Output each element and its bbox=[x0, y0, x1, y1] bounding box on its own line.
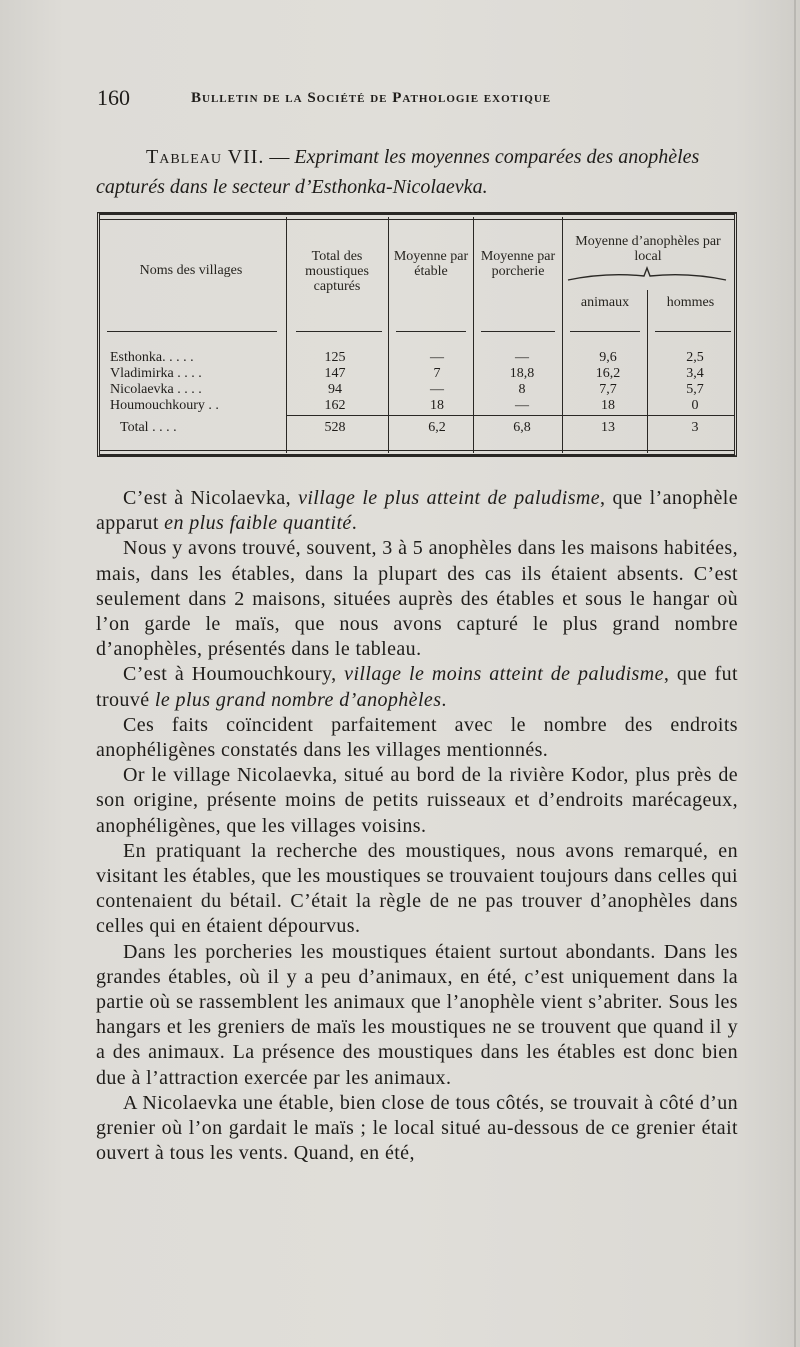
cell-animaux: 9,6 bbox=[599, 350, 617, 365]
cell-porcherie: 8 bbox=[518, 382, 526, 397]
cell-porcherie: 18,8 bbox=[509, 366, 535, 381]
table-row bbox=[110, 398, 730, 414]
emphasis: village le moins atteint de paludisme bbox=[344, 663, 664, 686]
cell-etable: 7 bbox=[433, 366, 441, 381]
table-rule bbox=[100, 450, 734, 451]
col-header-etable: Moyenne par étable bbox=[393, 249, 469, 279]
text-run: , que fut trouvé bbox=[96, 663, 738, 711]
paragraph: A Nicolaevka une étable, bien close de tous côtés, se trouvait à côté d’un grenier où l’on gardait le maïs ; le local situé au-dessous de ce grenier était ouvert à tous les vents. Quand, en été, bbox=[96, 1091, 738, 1165]
cell-total: 125 bbox=[324, 350, 346, 365]
cell-total: 94 bbox=[328, 382, 342, 397]
header-rule bbox=[481, 331, 555, 332]
paragraph bbox=[96, 486, 738, 536]
col-header-total: Total des moustiques capturés bbox=[305, 249, 369, 294]
cell-porcherie: — bbox=[515, 350, 529, 365]
cell-hommes: 5,7 bbox=[686, 382, 704, 397]
cell-porcherie: 6,8 bbox=[513, 420, 531, 435]
cell-porcherie: — bbox=[515, 398, 529, 413]
text-run: , que l’anophèle apparut bbox=[96, 487, 738, 535]
cell-hommes: 2,5 bbox=[686, 350, 704, 365]
page-edge bbox=[794, 0, 796, 1347]
paragraph: Or le village Nicolaevka, situé au bord de la rivière Kodor, plus près de son origine, présente moins de petits ruisseaux et d’endroits marécageux, anophéligènes, que les villages voisins. bbox=[96, 764, 738, 837]
page-number: 160 bbox=[97, 85, 130, 110]
cell-animaux: 18 bbox=[601, 398, 615, 413]
col-header-local: Moyenne d’anophèles par local bbox=[575, 234, 721, 264]
emphasis: le plus grand nombre d’anophèles bbox=[154, 688, 442, 711]
table-caption bbox=[96, 142, 746, 202]
table-row bbox=[110, 350, 730, 366]
column-divider bbox=[286, 217, 287, 453]
cell-etable: — bbox=[430, 350, 444, 365]
caption-dash: — bbox=[269, 146, 290, 168]
cell-total: 162 bbox=[324, 398, 346, 413]
header-rule bbox=[570, 331, 640, 332]
emphasis: village le plus atteint de paludisme bbox=[298, 487, 601, 509]
paragraph: Dans les porcheries les moustiques étaient surtout abondants. Dans les grandes étables, où il y a peu d’animaux, en été, c’est uniquement dans la partie où se rassemblent les animaux que l’anophèle vient s’abriter. Sous les hangars et les greniers de maïs les moustiques ne se trouvent que quand il y a des animaux. La présence des moustiques dans les étables est donc bien due à l’attraction exercée par les animaux. bbox=[96, 940, 738, 1089]
cell-total: 528 bbox=[324, 420, 346, 435]
header-rule bbox=[107, 331, 277, 332]
village-name: Nicolaevka . . . . bbox=[110, 382, 202, 397]
table-row bbox=[110, 366, 730, 382]
village-name: Esthonka. . . . . bbox=[110, 350, 194, 365]
total-label: Total . . . . bbox=[120, 420, 177, 435]
body-text bbox=[96, 486, 738, 1166]
col-header-hommes: hommes bbox=[666, 295, 715, 310]
col-header-porcherie: Moyenne par porcherie bbox=[480, 249, 556, 279]
cell-total: 147 bbox=[324, 366, 346, 381]
col-header-villages: Noms des villages bbox=[139, 263, 243, 278]
journal-title: Bulletin de la Société de Pathologie exotique bbox=[191, 90, 552, 106]
village-name: Vladimirka . . . . bbox=[110, 366, 202, 381]
cell-hommes: 3,4 bbox=[686, 366, 704, 381]
cell-etable: — bbox=[430, 382, 444, 397]
emphasis: en plus faible quantité bbox=[164, 512, 352, 535]
cell-animaux: 16,2 bbox=[595, 366, 621, 381]
cell-animaux: 13 bbox=[601, 420, 615, 435]
text-run: . bbox=[441, 688, 447, 711]
caption-title: Exprimant les moyennes comparées des anophèles capturés dans le secteur d’Esthonka-Nicolaevka. bbox=[96, 146, 700, 198]
paragraph: Ces faits coïncident parfaitement avec le nombre des endroits anophéligènes constatés dans les villages mentionnés. bbox=[96, 713, 738, 762]
village-name: Houmouchkoury . . bbox=[110, 398, 219, 413]
total-rule bbox=[286, 415, 734, 416]
text-run: C’est à Houmouchkoury, bbox=[123, 663, 345, 686]
paragraph: En pratiquant la recherche des moustiques, nous avons remarqué, en visitant les étables, que les moustiques se trouvaient toujours dans celles qui contenaient du bétail. C’était la règle de ne pas trouver d’anophèles dans celles qui en étaient dépourvus. bbox=[96, 839, 738, 938]
cell-animaux: 7,7 bbox=[599, 382, 617, 397]
text-run: C’est à Nicolaevka, bbox=[123, 487, 299, 509]
cell-etable: 6,2 bbox=[428, 420, 446, 435]
header-rule bbox=[296, 331, 382, 332]
header-rule bbox=[655, 331, 731, 332]
table-row bbox=[110, 382, 730, 398]
header-rule bbox=[396, 331, 466, 332]
cell-etable: 18 bbox=[430, 398, 444, 413]
table-rule bbox=[100, 219, 734, 220]
paragraph: Nous y avons trouvé, souvent, 3 à 5 anophèles dans les maisons habitées, mais, dans les étables, dans la plupart des cas ils étaient absents. C’est seulement dans 2 maisons, situées auprès des étables et sous le hangar où l’on garde le maïs, que nous avons capturé le plus grand nombre d’anophèles, présentés dans le tableau. bbox=[96, 537, 738, 661]
brace-icon bbox=[566, 266, 728, 284]
table-label: Tableau VII. bbox=[146, 146, 265, 168]
text-run: . bbox=[351, 512, 358, 535]
col-header-animaux: animaux bbox=[580, 295, 630, 310]
column-divider bbox=[388, 217, 389, 453]
running-header bbox=[97, 85, 737, 113]
paragraph bbox=[96, 662, 738, 712]
table-total-row bbox=[110, 420, 730, 436]
cell-hommes: 0 bbox=[691, 398, 699, 413]
cell-hommes: 3 bbox=[691, 420, 699, 435]
